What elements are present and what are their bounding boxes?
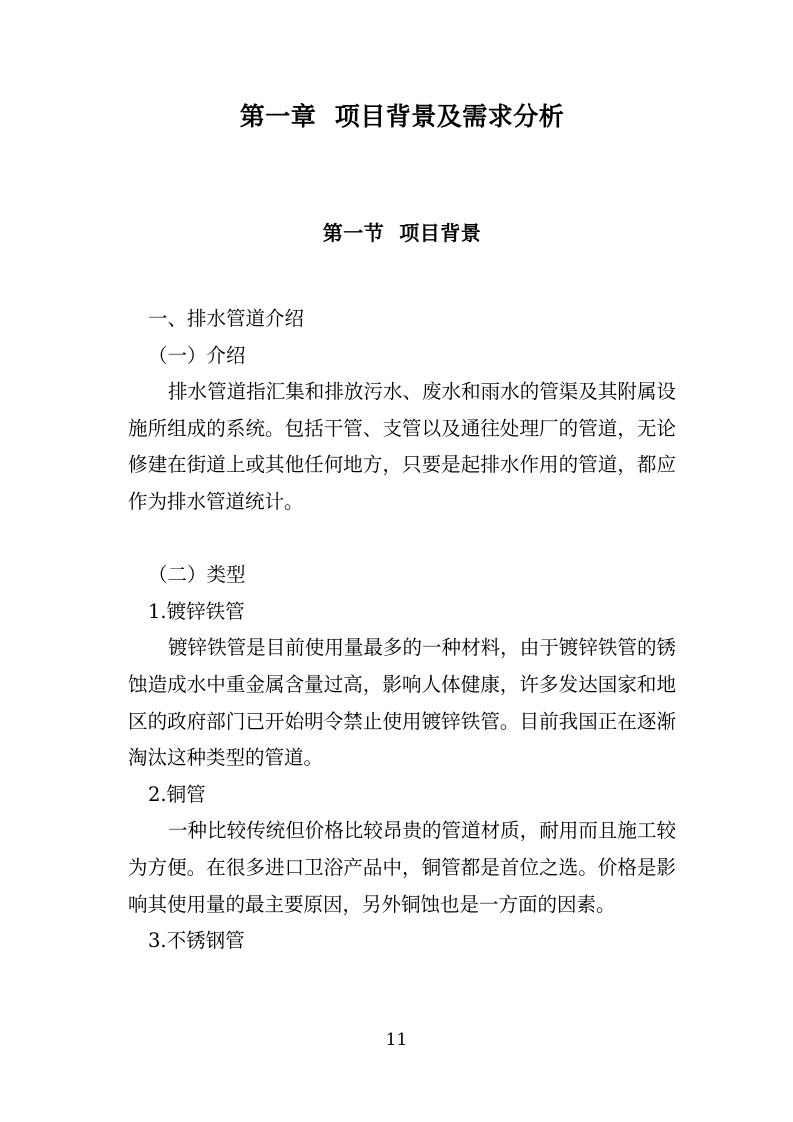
chapter-title: 第一章 项目背景及需求分析 [239, 102, 565, 131]
list-item-title-copper-pipe: 2.铜管 [148, 782, 206, 806]
heading-level1-intro: 一、排水管道介绍 [148, 307, 305, 330]
list-item-title-stainless-steel-pipe: 3.不锈钢管 [148, 929, 245, 953]
body-text-block [128, 301, 676, 960]
page-number: 11 [385, 1030, 408, 1050]
section-title: 第一节 项目背景 [322, 221, 482, 245]
page-content [128, 0, 676, 960]
heading-level2-types: （二）类型 [148, 563, 246, 587]
paragraph-spacer [128, 521, 676, 558]
list-item-title-galvanized-iron-pipe: 1.镀锌铁管 [148, 599, 245, 623]
paragraph-drainage-pipe-definition: 排水管道指汇集和排放污水、废水和雨水的管渠及其附属设施所组成的系统。包括干管、支管以及通往处理厂的管道，无论修建在街道上或其他任何地方，只要是起排水作用的管道，都应作为排水管道统计。 [128, 380, 676, 513]
paragraph-copper-pipe: 一种比较传统但价格比较昂贵的管道材质，耐用而且施工较为方便。在很多进口卫浴产品中，铜管都是首位之选。价格是影响其使用量的最主要原因，另外铜蚀也是一方面的因素。 [128, 819, 676, 916]
heading-level2-introduction: （一）介绍 [148, 343, 246, 367]
paragraph-galvanized-iron-pipe: 镀锌铁管是目前使用量最多的一种材料，由于镀锌铁管的锈蚀造成水中重金属含量过高，影响人体健康，许多发达国家和地区的政府部门已开始明令禁止使用镀锌铁管。目前我国正在逐渐淘汰这种类型的管道。 [128, 636, 676, 770]
